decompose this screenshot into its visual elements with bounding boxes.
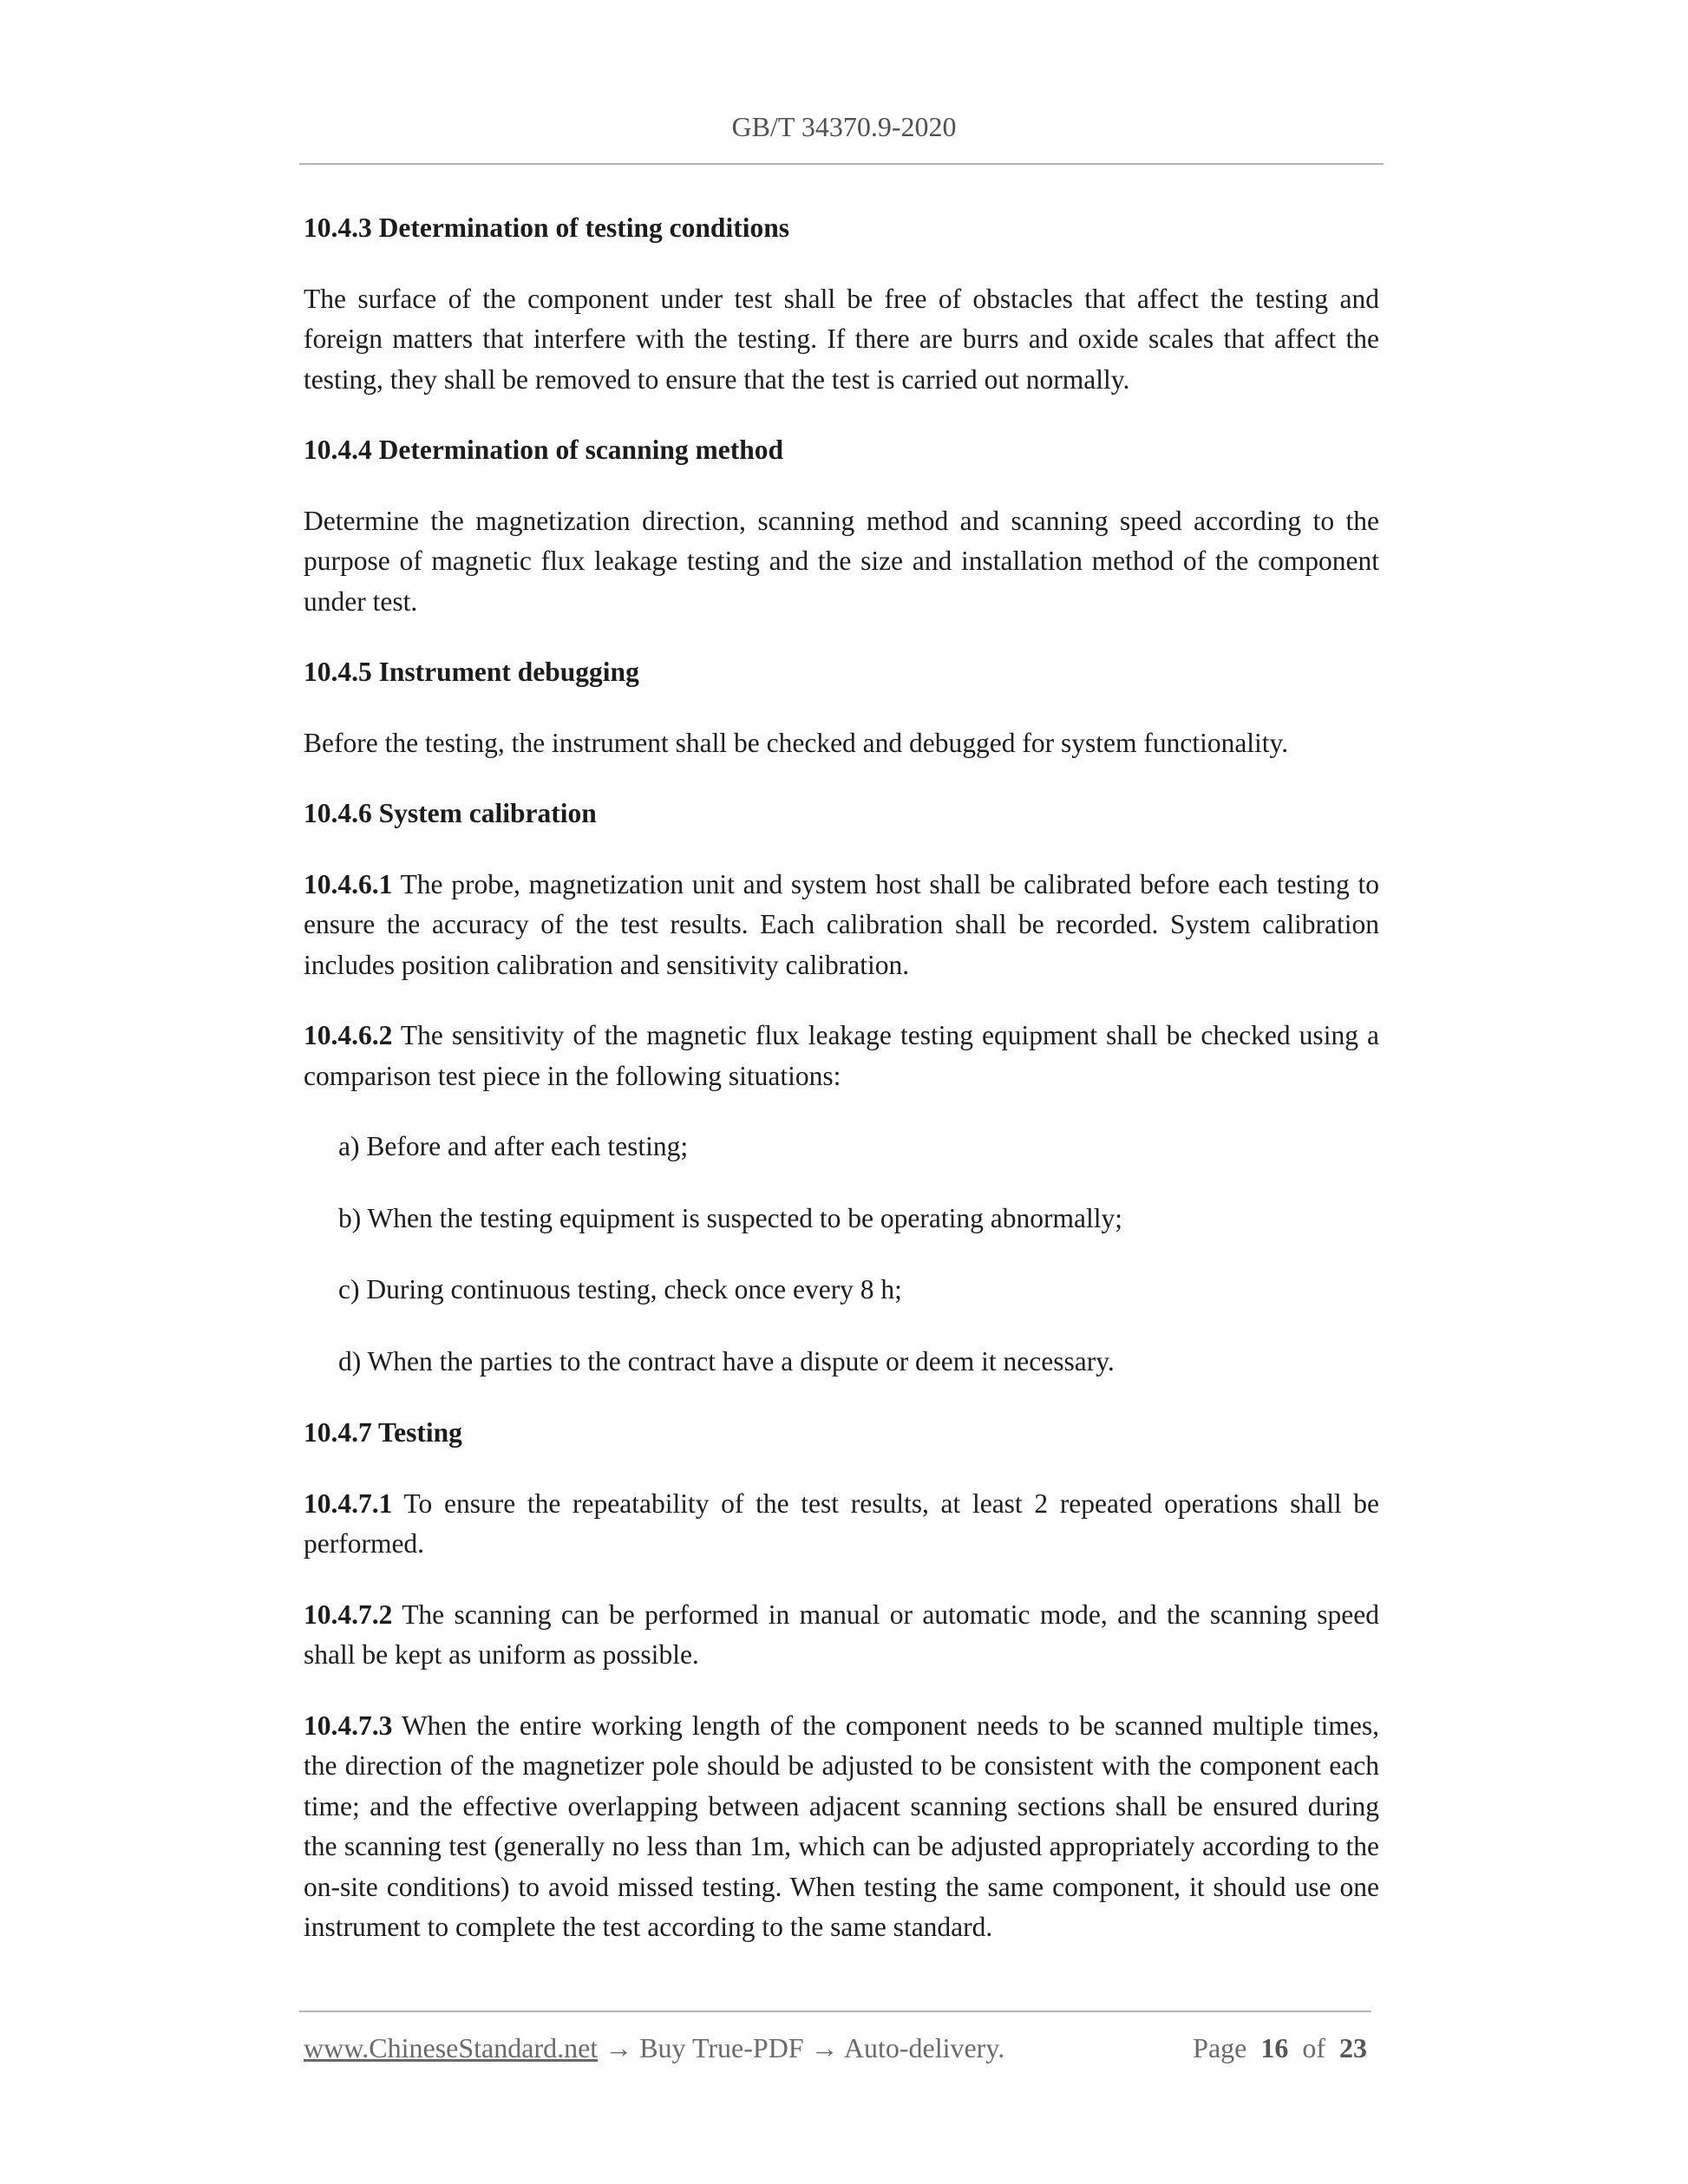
clause-number: 10.4.7.2 — [304, 1599, 393, 1630]
page-total: 23 — [1339, 2032, 1367, 2063]
section-heading-10-4-5: 10.4.5 Instrument debugging — [304, 657, 639, 687]
list-item-c: c) During continuous testing, check once every 8 h; — [338, 1274, 902, 1305]
list-item-a: a) Before and after each testing; — [338, 1131, 689, 1161]
section-heading-10-4-3: 10.4.3 Determination of testing conditions — [304, 213, 789, 243]
page-number — [1193, 2030, 1367, 2066]
clause-10-4-7-2 — [304, 1595, 1379, 1676]
clause-10-4-6-1 — [304, 865, 1379, 986]
clause-number: 10.4.6.1 — [304, 868, 393, 899]
clause-text: When the entire working length of the component needs to be scanned multiple times, the direction of the magnetizer pole should be adjusted to be consistent with the component each time; and the effective overlapping between adjacent scanning sections shall be ensured during the scanning test (generally no less than 1m, which can be adjusted appropriately according to the on-site conditions) to avoid missed testing. When testing the same component, it should use one instrument to complete the test according to the same standard. — [304, 1710, 1379, 1942]
clause-10-4-6-2 — [304, 1016, 1379, 1096]
section-heading-10-4-7: 10.4.7 Testing — [304, 1417, 462, 1448]
clause-text: The sensitivity of the magnetic flux leakage testing equipment shall be checked using a comparison test piece in the following situations: — [304, 1020, 1379, 1091]
paragraph-scanning-method: Determine the magnetization direction, scanning method and scanning speed according to the purpose of magnetic flux leakage testing and the size and installation method of the component under test. — [304, 505, 1379, 617]
section-heading-10-4-4: 10.4.4 Determination of scanning method — [304, 435, 783, 465]
paragraph-instrument-debugging: Before the testing, the instrument shall be checked and debugged for system functionality. — [304, 727, 1289, 758]
header-divider — [299, 163, 1384, 165]
footer-tagline: → Buy True-PDF → Auto-delivery. — [598, 2032, 1005, 2063]
list-item-d: d) When the parties to the contract have a dispute or deem it necessary. — [338, 1345, 1115, 1376]
website-link[interactable]: www.ChineseStandard.net — [304, 2032, 599, 2063]
document-body — [304, 208, 1379, 1978]
page-of-label: of — [1302, 2032, 1325, 2063]
page-label: Page — [1193, 2032, 1247, 2063]
paragraph-testing-conditions: The surface of the component under test shall be free of obstacles that affect the testing and foreign matters that interfere with the testing. If there are burrs and oxide scales that affect the testing, they shall be removed to ensure that the test is carried out normally. — [304, 283, 1379, 395]
document-code-header: GB/T 34370.9-2020 — [731, 111, 957, 142]
list-item-b: b) When the testing equipment is suspected to be operating abnormally; — [338, 1202, 1122, 1233]
footer-promo — [304, 2030, 1004, 2066]
clause-text: To ensure the repeatability of the test results, at least 2 repeated operations shall be performed. — [304, 1488, 1379, 1559]
clause-text: The probe, magnetization unit and system host shall be calibrated before each testing to ensure the accuracy of the test results. Each calibration shall be recorded. System calibration includes position calibration and sensitivity calibration. — [304, 868, 1379, 980]
clause-number: 10.4.7.1 — [304, 1488, 393, 1519]
clause-text: The scanning can be performed in manual or automatic mode, and the scanning speed shall be kept as uniform as possible. — [304, 1599, 1379, 1670]
clause-10-4-7-3 — [304, 1706, 1379, 1948]
page-current: 16 — [1260, 2032, 1289, 2063]
clause-number: 10.4.7.3 — [304, 1710, 393, 1741]
footer-divider — [299, 2011, 1371, 2012]
clause-number: 10.4.6.2 — [304, 1020, 393, 1050]
section-heading-10-4-6: 10.4.6 System calibration — [304, 798, 597, 828]
clause-10-4-7-1 — [304, 1484, 1379, 1565]
